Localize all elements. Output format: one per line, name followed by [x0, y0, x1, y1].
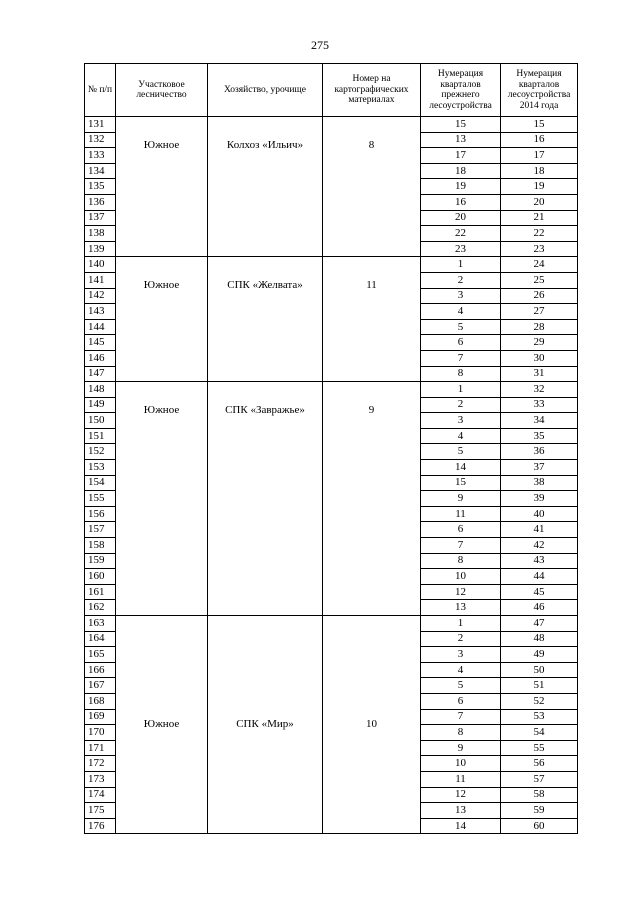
row-number-cell: 155	[85, 491, 116, 507]
old-quarter-cell: 13	[421, 600, 501, 616]
row-number-cell: 140	[85, 257, 116, 273]
table-row	[85, 382, 578, 398]
district-cell: Южное	[116, 616, 208, 834]
old-quarter-cell: 14	[421, 460, 501, 476]
row-number-cell: 174	[85, 787, 116, 803]
row-number-cell: 133	[85, 148, 116, 164]
row-number-cell: 167	[85, 678, 116, 694]
row-number-cell: 173	[85, 771, 116, 787]
row-number-cell: 166	[85, 662, 116, 678]
table-header-row	[85, 64, 578, 117]
old-quarter-cell: 1	[421, 382, 501, 398]
old-quarter-cell: 1	[421, 257, 501, 273]
district-cell: Южное	[116, 117, 208, 257]
row-number-cell: 134	[85, 163, 116, 179]
old-quarter-cell: 2	[421, 272, 501, 288]
old-quarter-cell: 18	[421, 163, 501, 179]
row-number-cell: 138	[85, 226, 116, 242]
new-quarter-cell: 58	[501, 787, 578, 803]
old-quarter-cell: 9	[421, 740, 501, 756]
row-number-cell: 163	[85, 616, 116, 632]
row-number-cell: 131	[85, 117, 116, 133]
old-quarter-cell: 8	[421, 725, 501, 741]
row-number-cell: 168	[85, 693, 116, 709]
row-number-cell: 157	[85, 522, 116, 538]
new-quarter-cell: 25	[501, 272, 578, 288]
farm-cell: СПК «Желвата»	[208, 257, 323, 382]
new-quarter-cell: 48	[501, 631, 578, 647]
new-quarter-cell: 28	[501, 319, 578, 335]
new-quarter-cell: 27	[501, 304, 578, 320]
new-quarter-cell: 15	[501, 117, 578, 133]
row-number-cell: 170	[85, 725, 116, 741]
row-number-cell: 161	[85, 584, 116, 600]
forest-quarters-table	[84, 63, 578, 834]
map-number-cell: 9	[323, 382, 421, 616]
old-quarter-cell: 16	[421, 194, 501, 210]
row-number-cell: 158	[85, 538, 116, 554]
old-quarter-cell: 7	[421, 350, 501, 366]
new-quarter-cell: 16	[501, 132, 578, 148]
row-number-cell: 145	[85, 335, 116, 351]
new-quarter-cell: 31	[501, 366, 578, 382]
new-quarter-cell: 56	[501, 756, 578, 772]
old-quarter-cell: 12	[421, 584, 501, 600]
row-number-cell: 149	[85, 397, 116, 413]
row-number-cell: 135	[85, 179, 116, 195]
old-quarter-cell: 5	[421, 678, 501, 694]
new-quarter-cell: 17	[501, 148, 578, 164]
old-quarter-cell: 15	[421, 475, 501, 491]
old-quarter-cell: 14	[421, 818, 501, 834]
old-quarter-cell: 12	[421, 787, 501, 803]
row-number-cell: 160	[85, 569, 116, 585]
row-number-cell: 159	[85, 553, 116, 569]
new-quarter-cell: 29	[501, 335, 578, 351]
header-map-number: Номер на картографических материалах	[323, 64, 421, 117]
header-num: № п/п	[85, 64, 116, 117]
old-quarter-cell: 5	[421, 319, 501, 335]
new-quarter-cell: 59	[501, 803, 578, 819]
old-quarter-cell: 3	[421, 413, 501, 429]
row-number-cell: 171	[85, 740, 116, 756]
old-quarter-cell: 20	[421, 210, 501, 226]
page-number: 275	[311, 38, 329, 52]
new-quarter-cell: 33	[501, 397, 578, 413]
map-number-cell: 11	[323, 257, 421, 382]
new-quarter-cell: 41	[501, 522, 578, 538]
row-number-cell: 136	[85, 194, 116, 210]
row-number-cell: 175	[85, 803, 116, 819]
new-quarter-cell: 18	[501, 163, 578, 179]
row-number-cell: 139	[85, 241, 116, 257]
old-quarter-cell: 8	[421, 553, 501, 569]
new-quarter-cell: 30	[501, 350, 578, 366]
old-quarter-cell: 19	[421, 179, 501, 195]
row-number-cell: 156	[85, 506, 116, 522]
header-new-quarters: Нумерация кварталов лесоустройства 2014 года	[501, 64, 578, 117]
old-quarter-cell: 15	[421, 117, 501, 133]
row-number-cell: 142	[85, 288, 116, 304]
map-number-cell: 8	[323, 117, 421, 257]
old-quarter-cell: 11	[421, 771, 501, 787]
row-number-cell: 151	[85, 428, 116, 444]
row-number-cell: 154	[85, 475, 116, 491]
old-quarter-cell: 8	[421, 366, 501, 382]
new-quarter-cell: 42	[501, 538, 578, 554]
row-number-cell: 150	[85, 413, 116, 429]
new-quarter-cell: 37	[501, 460, 578, 476]
old-quarter-cell: 2	[421, 397, 501, 413]
row-number-cell: 141	[85, 272, 116, 288]
old-quarter-cell: 10	[421, 756, 501, 772]
new-quarter-cell: 39	[501, 491, 578, 507]
farm-cell: СПК «Мир»	[208, 616, 323, 834]
old-quarter-cell: 4	[421, 428, 501, 444]
row-number-cell: 164	[85, 631, 116, 647]
new-quarter-cell: 21	[501, 210, 578, 226]
old-quarter-cell: 7	[421, 709, 501, 725]
row-number-cell: 165	[85, 647, 116, 663]
row-number-cell: 169	[85, 709, 116, 725]
old-quarter-cell: 9	[421, 491, 501, 507]
new-quarter-cell: 52	[501, 693, 578, 709]
header-farm: Хозяйство, урочище	[208, 64, 323, 117]
new-quarter-cell: 32	[501, 382, 578, 398]
old-quarter-cell: 7	[421, 538, 501, 554]
new-quarter-cell: 40	[501, 506, 578, 522]
map-number-cell: 10	[323, 616, 421, 834]
old-quarter-cell: 23	[421, 241, 501, 257]
new-quarter-cell: 43	[501, 553, 578, 569]
new-quarter-cell: 35	[501, 428, 578, 444]
row-number-cell: 146	[85, 350, 116, 366]
new-quarter-cell: 19	[501, 179, 578, 195]
old-quarter-cell: 6	[421, 522, 501, 538]
new-quarter-cell: 51	[501, 678, 578, 694]
row-number-cell: 143	[85, 304, 116, 320]
new-quarter-cell: 46	[501, 600, 578, 616]
table-row	[85, 257, 578, 273]
new-quarter-cell: 23	[501, 241, 578, 257]
new-quarter-cell: 45	[501, 584, 578, 600]
row-number-cell: 162	[85, 600, 116, 616]
new-quarter-cell: 53	[501, 709, 578, 725]
old-quarter-cell: 5	[421, 444, 501, 460]
old-quarter-cell: 3	[421, 647, 501, 663]
farm-cell: СПК «Завражье»	[208, 382, 323, 616]
new-quarter-cell: 38	[501, 475, 578, 491]
row-number-cell: 172	[85, 756, 116, 772]
table-body	[85, 117, 578, 834]
new-quarter-cell: 60	[501, 818, 578, 834]
old-quarter-cell: 10	[421, 569, 501, 585]
old-quarter-cell: 2	[421, 631, 501, 647]
old-quarter-cell: 11	[421, 506, 501, 522]
row-number-cell: 176	[85, 818, 116, 834]
new-quarter-cell: 22	[501, 226, 578, 242]
district-cell: Южное	[116, 257, 208, 382]
old-quarter-cell: 4	[421, 304, 501, 320]
new-quarter-cell: 50	[501, 662, 578, 678]
new-quarter-cell: 44	[501, 569, 578, 585]
row-number-cell: 152	[85, 444, 116, 460]
row-number-cell: 148	[85, 382, 116, 398]
old-quarter-cell: 13	[421, 132, 501, 148]
new-quarter-cell: 20	[501, 194, 578, 210]
row-number-cell: 132	[85, 132, 116, 148]
old-quarter-cell: 17	[421, 148, 501, 164]
header-district: Участковое лесничество	[116, 64, 208, 117]
old-quarter-cell: 6	[421, 335, 501, 351]
new-quarter-cell: 57	[501, 771, 578, 787]
row-number-cell: 137	[85, 210, 116, 226]
new-quarter-cell: 55	[501, 740, 578, 756]
new-quarter-cell: 47	[501, 616, 578, 632]
header-old-quarters: Нумерация кварталов прежнего лесоустройства	[421, 64, 501, 117]
old-quarter-cell: 1	[421, 616, 501, 632]
row-number-cell: 147	[85, 366, 116, 382]
new-quarter-cell: 54	[501, 725, 578, 741]
district-cell: Южное	[116, 382, 208, 616]
table-row	[85, 117, 578, 133]
old-quarter-cell: 13	[421, 803, 501, 819]
new-quarter-cell: 26	[501, 288, 578, 304]
new-quarter-cell: 49	[501, 647, 578, 663]
new-quarter-cell: 24	[501, 257, 578, 273]
row-number-cell: 153	[85, 460, 116, 476]
new-quarter-cell: 34	[501, 413, 578, 429]
table-row	[85, 616, 578, 632]
old-quarter-cell: 6	[421, 693, 501, 709]
old-quarter-cell: 3	[421, 288, 501, 304]
old-quarter-cell: 22	[421, 226, 501, 242]
row-number-cell: 144	[85, 319, 116, 335]
new-quarter-cell: 36	[501, 444, 578, 460]
old-quarter-cell: 4	[421, 662, 501, 678]
farm-cell: Колхоз «Ильич»	[208, 117, 323, 257]
